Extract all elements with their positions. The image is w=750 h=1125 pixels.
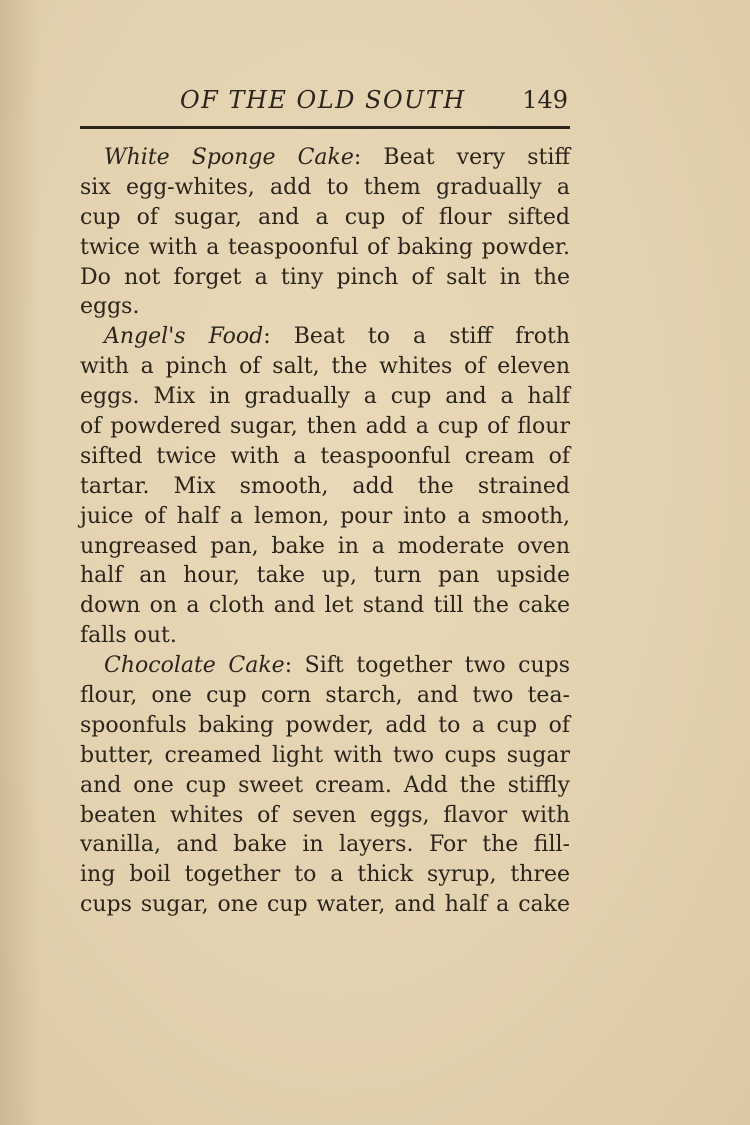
- text-line: of powdered sugar, then add a cup of flour: [80, 414, 570, 440]
- text-line: eggs.: [80, 294, 140, 320]
- recipe-paragraph-angels-food: [80, 322, 570, 651]
- recipe-title: Chocolate Cake: [104, 653, 285, 679]
- text-line: with a pinch of salt, the whites of eleven: [80, 354, 570, 380]
- text-line: ungreased pan, bake in a moderate oven: [80, 533, 570, 559]
- text-segment: : Beat very stiff: [353, 145, 570, 170]
- paragraph-first-line: [80, 651, 570, 681]
- text-line: Do not forget a tiny pinch of salt in the: [80, 264, 570, 290]
- text-line: six egg-whites, add to them gradually a: [80, 174, 570, 200]
- paragraph-first-line: [80, 322, 570, 352]
- page-header: [80, 86, 570, 126]
- recipe-title: White Sponge Cake: [104, 145, 354, 170]
- text-line: cup of sugar, and a cup of flour sifted: [80, 204, 570, 230]
- text-line: and one cup sweet cream. Add the stiffly: [80, 772, 570, 798]
- recipe-paragraph-white-sponge-cake: [80, 143, 570, 322]
- header-rule: [80, 126, 570, 129]
- text-line: twice with a teaspoonful of baking powder.: [80, 234, 570, 260]
- text-line: cups sugar, one cup water, and half a cake: [80, 892, 570, 918]
- text-line: spoonfuls baking powder, add to a cup of: [80, 712, 570, 738]
- paragraph-first-line: [80, 143, 570, 173]
- recipe-paragraph-chocolate-cake: [80, 651, 570, 920]
- running-title: OF THE OLD SOUTH: [180, 86, 466, 114]
- text-line: half an hour, take up, turn pan upside: [80, 563, 570, 589]
- text-line: juice of half a lemon, pour into a smooth,: [80, 503, 570, 529]
- recipe-title: Angel's Food: [104, 324, 264, 350]
- text-segment: : Sift together two cups: [284, 653, 570, 679]
- text-line: tartar. Mix smooth, add the strained: [80, 473, 570, 499]
- text-line: butter, creamed light with two cups sugar: [80, 742, 570, 768]
- text-line: ing boil together to a thick syrup, three: [80, 862, 570, 888]
- text-line: down on a cloth and let stand till the cake: [80, 593, 570, 619]
- text-line: beaten whites of seven eggs, flavor with: [80, 802, 570, 828]
- text-line: sifted twice with a teaspoonful cream of: [80, 443, 570, 469]
- body-text: [80, 143, 570, 920]
- text-line: flour, one cup corn starch, and two tea-: [80, 683, 570, 709]
- text-line: eggs. Mix in gradually a cup and a half: [80, 384, 570, 410]
- text-segment: : Beat to a stiff froth: [263, 324, 570, 350]
- text-line: falls out.: [80, 623, 177, 649]
- page-number: 149: [522, 86, 568, 114]
- spine-shadow: [0, 0, 40, 1125]
- text-line: vanilla, and bake in layers. For the fill-: [80, 832, 570, 858]
